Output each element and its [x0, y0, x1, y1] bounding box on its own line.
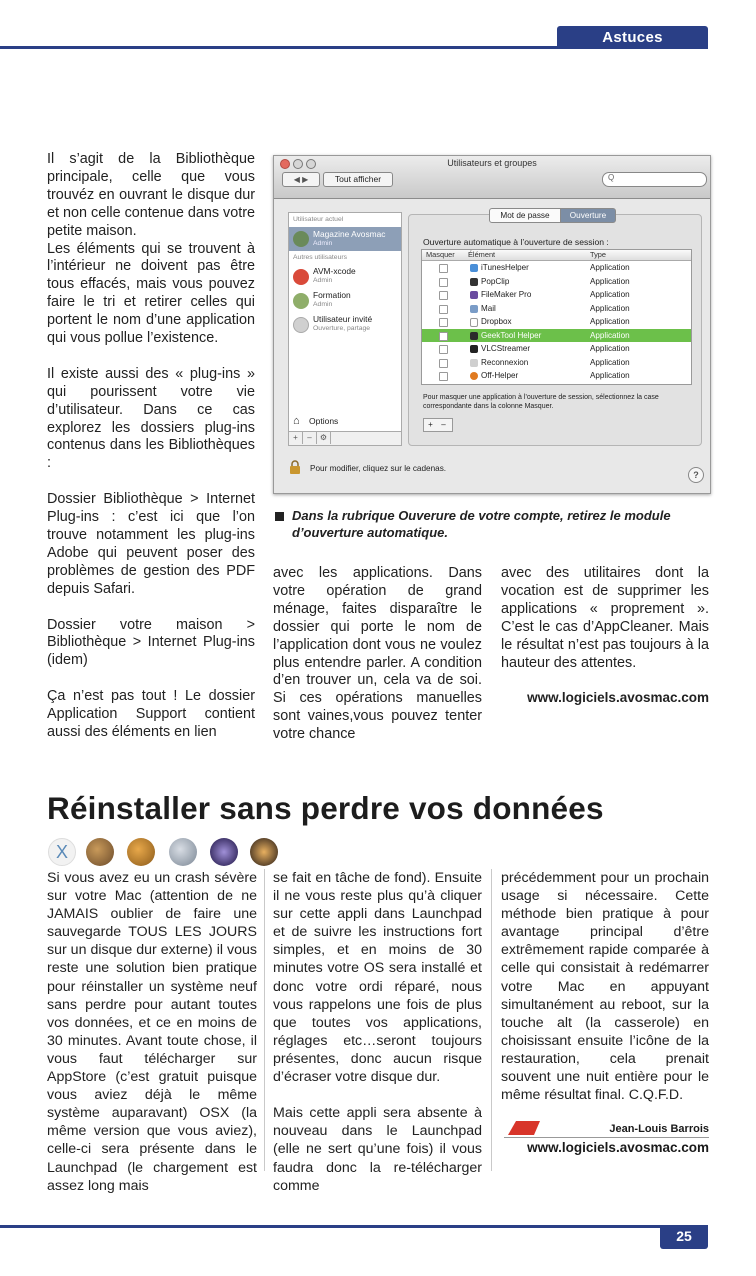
paragraph: Il s’agit de la Bibliothèque principale, celle que vous trouvéz en ouvrant le disque dur et non celle contenue dans votre petite maison. — [47, 151, 256, 239]
paragraph: Les éléments qui se trouvent à l’intérieur ne doivent pas être tous effacés, mais vous pouvez faire le tri et retirer celles qui portent le nom d’une application qui vous pollue l’existence. — [47, 240, 255, 347]
search-input[interactable] — [602, 172, 707, 187]
leopard-icon — [169, 838, 197, 866]
page-number: 25 — [660, 1225, 708, 1249]
article1-left-column — [47, 151, 255, 742]
app-icon — [470, 264, 478, 272]
item-type: Application — [590, 290, 630, 299]
website-link[interactable]: www.logiciels.avosmac.com — [527, 1140, 709, 1155]
login-items-pane — [408, 211, 702, 446]
avatar — [293, 269, 309, 285]
item-name: iTunesHelper — [481, 263, 529, 272]
item-type: Application — [590, 303, 630, 313]
article1-right-column — [501, 565, 709, 707]
column-header-item[interactable]: Élément — [468, 250, 496, 259]
auto-open-label: Ouverture automatique à l’ouverture de session : — [423, 237, 609, 247]
table-header — [422, 250, 691, 261]
paragraph: avec des utilitaires dont la vocation est de supprimer les applications « proprement ». C’est le cas d’AppCleaner. Mais le résultat n’est pas toujours à la hauteur des attentes. — [501, 565, 709, 671]
remove-user-button[interactable]: – — [303, 432, 317, 444]
item-type: Application — [590, 317, 630, 326]
guest-avatar — [293, 317, 309, 333]
table-row[interactable] — [422, 342, 691, 356]
paragraph: Mais cette appli sera absente à nouveau dans le Launchpad (elle ne sert qu’une fois) il vous faudra donc la re-télécharger comme — [273, 1105, 482, 1194]
user-add-remove-bar — [289, 431, 401, 445]
table-row[interactable] — [422, 315, 691, 329]
current-user-header: Utilisateur actuel — [293, 216, 344, 223]
paragraph: se fait en tâche de fond). Ensuite il ne vous reste plus qu’à cliquer sur cette appli dans Launchpad et de suivre les instructions fort simples, et en moins de 30 minutes votre OS sera installé et donc votre ordi réparé, nous vous rappelons une fois de plus que toutes vos applications, réglages etc…seront toujours présentes, donc aucun risque d’écraser votre disque dur. — [273, 870, 482, 1086]
user-list — [288, 212, 402, 446]
avatar — [293, 293, 309, 309]
article1-middle-column — [273, 565, 482, 744]
item-name: Off-Helper — [481, 371, 519, 380]
item-name: FileMaker Pro — [481, 290, 532, 299]
app-icon — [470, 359, 478, 367]
user-row[interactable] — [289, 289, 401, 313]
paragraph: Dossier votre maison > Bibliothèque > Internet Plug-ins (idem) — [47, 616, 255, 669]
tiger-icon — [127, 838, 155, 866]
hide-checkbox[interactable] — [439, 372, 448, 381]
user-name: AVM-xcode — [313, 266, 356, 276]
column-header-hide[interactable]: Masquer — [426, 250, 455, 259]
table-row[interactable] — [422, 261, 691, 275]
table-row[interactable] — [422, 275, 691, 289]
avatar — [293, 231, 309, 247]
item-type: Application — [590, 263, 630, 272]
hide-checkbox[interactable] — [439, 291, 448, 300]
item-type: Application — [590, 330, 630, 340]
user-role: Ouverture, partage — [313, 325, 371, 332]
snow-leopard-icon — [210, 838, 238, 866]
options-label: Options — [309, 416, 339, 426]
lion-icon — [250, 838, 278, 866]
panther-icon — [86, 838, 114, 866]
footer-rule — [0, 1225, 708, 1228]
app-icon — [470, 318, 478, 327]
hide-checkbox[interactable] — [439, 264, 448, 273]
paragraph: Dossier Bibliothèque > Internet Plug-ins : c’est ici que l’on trouve notamment les plug-ins Adobe qui peuvent poser des problèmes de gestion des PDF depuis Safari. — [47, 491, 255, 597]
item-name: Mail — [481, 303, 496, 313]
table-row[interactable] — [422, 302, 691, 316]
user-row[interactable] — [289, 265, 401, 289]
remove-item-button[interactable]: – — [441, 420, 446, 429]
tab-login-items[interactable]: Ouverture — [560, 208, 616, 223]
item-name: PopClip — [481, 276, 510, 286]
article2-left-column — [47, 869, 257, 1195]
back-forward-buttons[interactable]: ◀ ▶ — [282, 172, 320, 187]
column-divider — [264, 869, 265, 1171]
item-type: Application — [590, 276, 630, 286]
user-name: Magazine Avosmac — [313, 229, 386, 239]
article2-middle-column — [273, 869, 482, 1195]
user-role: Admin — [313, 301, 333, 308]
tab-password[interactable]: Mot de passe — [489, 208, 561, 223]
hide-checkbox[interactable] — [439, 345, 448, 354]
options-row[interactable] — [289, 415, 401, 429]
author-rule — [504, 1137, 709, 1138]
author-name: Jean-Louis Barrois — [609, 1123, 709, 1135]
user-role: Admin — [313, 240, 333, 247]
app-icon — [470, 278, 478, 286]
add-user-button[interactable]: + — [289, 432, 303, 444]
table-row[interactable] — [422, 369, 691, 383]
hide-checkbox[interactable] — [439, 359, 448, 368]
app-icon — [470, 305, 478, 313]
login-item-add-remove — [423, 418, 453, 432]
column-divider — [491, 869, 492, 1171]
gear-icon[interactable]: ⚙ — [317, 432, 331, 444]
login-items-table — [421, 249, 692, 385]
user-role: Admin — [313, 277, 333, 284]
item-name: Reconnexion — [481, 357, 529, 367]
section-tab: Astuces — [557, 26, 708, 49]
article2-right-column — [501, 869, 709, 1104]
table-row[interactable] — [422, 288, 691, 302]
hide-checkbox[interactable] — [439, 318, 448, 327]
item-name: GeekTool Helper — [481, 330, 542, 340]
search-icon: Q — [608, 173, 615, 182]
add-item-button[interactable]: + — [428, 420, 433, 429]
user-name: Formation — [313, 290, 351, 300]
item-name: VLCStreamer — [481, 344, 531, 353]
item-name: Dropbox — [481, 317, 512, 326]
avosmac-logo-mark — [504, 1117, 544, 1137]
article2-headline: Réinstaller sans perdre vos données — [47, 790, 604, 826]
current-user-row[interactable] — [289, 227, 401, 251]
table-row-selected[interactable] — [422, 329, 691, 343]
house-icon: ⌂ — [293, 415, 300, 427]
figure-caption: Dans la rubrique Ouverure de votre compte, retirez le module d’ouverture automatique. — [292, 508, 671, 540]
paragraph: Si vous avez eu un crash sévère sur votre Mac (attention de ne JAMAIS oublier de faire une sauvegarde TOUS LES JOURS sur un disque dur externe) il vous reste une solution bien pratique pour réinstaller un système neuf sans perdre pour autant toutes vos données, et ce en moins de 30 minutes. Avant toute chose, il vous faut télécharger sur AppStore (c’est gratuit puisque vous aviez déjà le même système auparavant) OSX (la même version que vous aviez), celle-ci sera présente dans le Launchpad (le chargement est assez long mais — [47, 870, 257, 1194]
paragraph: Ça n’est pas tout ! Le dossier Application Support contient aussi des éléments en lien — [47, 688, 255, 740]
app-icon — [470, 332, 478, 340]
table-row[interactable] — [422, 356, 691, 370]
user-row[interactable] — [289, 313, 401, 337]
lock-text: Pour modifier, cliquez sur le cadenas. — [310, 464, 447, 473]
app-icon — [470, 291, 478, 299]
paragraph: avec les applications. Dans votre opération de grand ménage, faites disparaître le dossier qui porte le nom de l’application dont vous ne voulez plus entendre parler. A condition d’en trouver un, cela va de soi. Si ces opérations manuelles sont vaines,vous pouvez tenter votre chance — [273, 565, 482, 743]
hide-checkbox[interactable] — [439, 278, 448, 287]
users-groups-screenshot — [273, 155, 711, 494]
app-icon — [470, 345, 478, 353]
avosmac-logo — [504, 1117, 544, 1137]
item-type: Application — [590, 371, 630, 380]
other-users-header: Autres utilisateurs — [293, 254, 348, 261]
hide-checkbox[interactable] — [439, 332, 448, 341]
item-type: Application — [590, 357, 630, 367]
window-title: Utilisateurs et groupes — [447, 158, 537, 168]
lock-icon[interactable] — [289, 460, 301, 474]
help-button[interactable]: ? — [688, 467, 704, 483]
caption-bullet — [275, 512, 284, 521]
item-type: Application — [590, 344, 630, 353]
hide-footnote: Pour masquer une application à l’ouverture de session, sélectionnez la case correspondante dans la colonne Masquer. — [423, 394, 659, 410]
user-name: Utilisateur invité — [313, 314, 373, 324]
website-link[interactable]: www.logiciels.avosmac.com — [527, 690, 709, 706]
show-all-button[interactable]: Tout afficher — [323, 172, 393, 187]
hide-checkbox[interactable] — [439, 305, 448, 314]
paragraph: précédemment pour un prochain usage si nécessaire. Cette méthode bien pratique à pour avantage principal d’être extrêmement rapide comparée à celle qui consistait à redémarrer votre Mac en appuyant simultanément au reboot, sur la touche alt (la casserole) en choisissant ensuite l’icône de la restauration, cela prenait souvent une nuit entière pour le même résultat final. C.Q.F.D. — [501, 870, 709, 1104]
paragraph: Il existe aussi des « plug-ins » qui pourissent votre vie d’utilisateur. Dans ce cas explorez les dossiers plug-ins contenus dans les Bibliothèques : — [47, 365, 255, 472]
osx-x-icon: X — [48, 838, 76, 866]
app-icon — [470, 372, 478, 380]
column-header-type[interactable]: Type — [590, 250, 607, 259]
